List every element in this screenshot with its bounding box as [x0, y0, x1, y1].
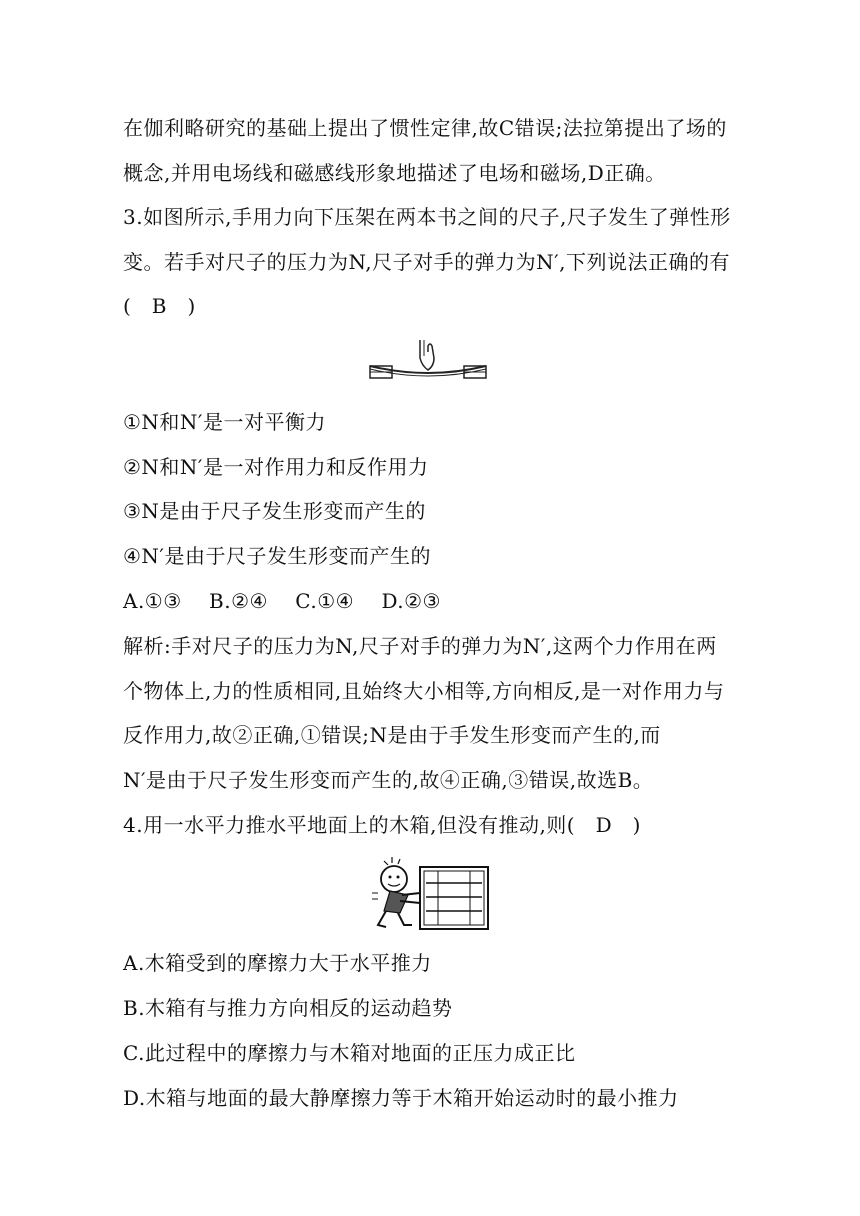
ruler-press-figure: [368, 336, 488, 386]
analysis-line: 解析:手对尺子的压力为N,尺子对手的弹力为N′,这两个力作用在两: [123, 634, 717, 658]
statement-2: ②N和N′是一对作用力和反作用力: [123, 455, 429, 479]
statement-4: ④N′是由于尺子发生形变而产生的: [123, 544, 431, 568]
text-line: 在伽利略研究的基础上提出了惯性定律,故C错误;法拉第提出了场的: [123, 116, 727, 140]
analysis-line: 反作用力,故②正确,①错误;N是由于手发生形变而产生的,而: [123, 723, 661, 747]
question-3-answer: ( B ): [123, 294, 196, 318]
statement-1: ①N和N′是一对平衡力: [123, 410, 326, 434]
option-c: C.此过程中的摩擦力与木箱对地面的正压力成正比: [123, 1041, 576, 1065]
statement-3: ③N是由于尺子发生形变而产生的: [123, 499, 426, 523]
crate-push-figure: [370, 853, 494, 933]
question-3-stem: 3.如图所示,手用力向下压架在两本书之间的尺子,尺子发生了弹性形: [123, 205, 731, 229]
question-3-stem: 变。若手对尺子的压力为N,尺子对手的弹力为N′,下列说法正确的有: [123, 250, 730, 274]
analysis-line: N′是由于尺子发生形变而产生的,故④正确,③错误,故选B。: [123, 768, 654, 792]
option-a: A.木箱受到的摩擦力大于水平推力: [123, 951, 432, 975]
answer-options: A.①③ B.②④ C.①④ D.②③: [123, 589, 441, 613]
question-4-stem: 4.用一水平力推水平地面上的木箱,但没有推动,则( D ): [123, 813, 641, 837]
option-d: D.木箱与地面的最大静摩擦力等于木箱开始运动时的最小推力: [123, 1086, 679, 1110]
text-line: 概念,并用电场线和磁感线形象地描述了电场和磁场,D正确。: [123, 161, 666, 185]
analysis-line: 个物体上,力的性质相同,且始终大小相等,方向相反,是一对作用力与: [123, 679, 725, 703]
option-b: B.木箱有与推力方向相反的运动趋势: [123, 996, 453, 1020]
